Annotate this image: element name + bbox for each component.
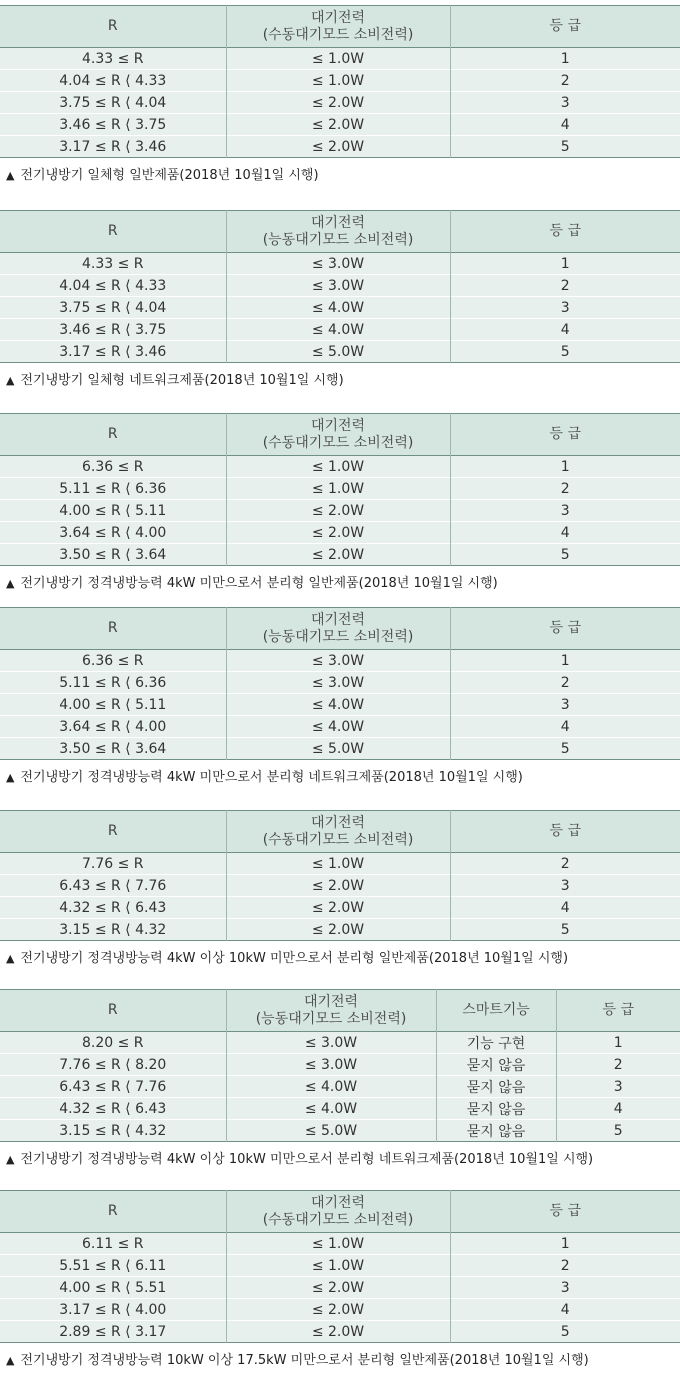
table-row [0, 694, 680, 716]
column-header: 대기전력 (능동대기모드 소비전력) [226, 608, 450, 650]
table-cell: 4.04 ≤ R ⟨ 4.33 [0, 275, 226, 297]
grade-table [0, 5, 680, 158]
table-cell: 3 [450, 297, 680, 319]
table-cell: 4 [450, 114, 680, 136]
table-cell: ≤ 4.0W [226, 319, 450, 341]
table-row [0, 1098, 680, 1120]
table-cell: ≤ 2.0W [226, 919, 450, 941]
table-cell: ≤ 3.0W [226, 1032, 436, 1054]
table-cell: 3.50 ≤ R ⟨ 3.64 [0, 738, 226, 760]
table-cell: 7.76 ≤ R ⟨ 8.20 [0, 1054, 226, 1076]
caption-text: 전기냉방기 일체형 일반제품(2018년 10월1일 시행) [20, 168, 319, 183]
table-row [0, 319, 680, 341]
table-cell: ≤ 4.0W [226, 694, 450, 716]
column-header: 등 급 [450, 608, 680, 650]
column-header: 등 급 [450, 6, 680, 48]
table-row [0, 114, 680, 136]
table-header-row [0, 414, 680, 456]
table-cell: 6.36 ≤ R [0, 456, 226, 478]
table-cell: ≤ 5.0W [226, 1120, 436, 1142]
table-row [0, 522, 680, 544]
grade-table [0, 989, 680, 1142]
table-header-row [0, 6, 680, 48]
table-cell: 묻지 않음 [436, 1120, 556, 1142]
table-row [0, 1255, 680, 1277]
table-cell: 5 [556, 1120, 680, 1142]
column-header: 등 급 [556, 990, 680, 1032]
table-cell: ≤ 1.0W [226, 1233, 450, 1255]
grade-table [0, 413, 680, 566]
table-cell: 2 [450, 70, 680, 92]
table-cell: 3.46 ≤ R ⟨ 3.75 [0, 319, 226, 341]
column-header: 등 급 [450, 1191, 680, 1233]
table-cell: 4.00 ≤ R ⟨ 5.11 [0, 694, 226, 716]
column-header: R [0, 1191, 226, 1233]
column-header: R [0, 414, 226, 456]
column-header: 대기전력 (수동대기모드 소비전력) [226, 6, 450, 48]
column-header: 스마트기능 [436, 990, 556, 1032]
table-cell: 2 [450, 672, 680, 694]
table-cell: 4 [556, 1098, 680, 1120]
table-cell: ≤ 3.0W [226, 253, 450, 275]
grade-table [0, 210, 680, 363]
table-cell: ≤ 2.0W [226, 114, 450, 136]
column-header: 대기전력 (능동대기모드 소비전력) [226, 990, 436, 1032]
triangle-up-icon: ▲ [6, 952, 15, 965]
table-cell: 3.50 ≤ R ⟨ 3.64 [0, 544, 226, 566]
table-row [0, 48, 680, 70]
table-cell: 3.15 ≤ R ⟨ 4.32 [0, 919, 226, 941]
table-cell: 4.04 ≤ R ⟨ 4.33 [0, 70, 226, 92]
table-cell: 1 [450, 1233, 680, 1255]
table-cell: ≤ 5.0W [226, 738, 450, 760]
column-header: 등 급 [450, 414, 680, 456]
table-row [0, 919, 680, 941]
table-caption [0, 1151, 680, 1169]
table-caption [0, 167, 680, 185]
table-row [0, 544, 680, 566]
triangle-up-icon: ▲ [6, 1354, 15, 1367]
table-cell: 4 [450, 319, 680, 341]
table-cell: 3.75 ≤ R ⟨ 4.04 [0, 297, 226, 319]
table-cell: 3.17 ≤ R ⟨ 3.46 [0, 136, 226, 158]
triangle-up-icon: ▲ [6, 169, 15, 182]
table-cell: ≤ 2.0W [226, 897, 450, 919]
column-header: 대기전력 (수동대기모드 소비전력) [226, 414, 450, 456]
column-header: 대기전력 (능동대기모드 소비전력) [226, 211, 450, 253]
table-caption [0, 372, 680, 390]
table-cell: ≤ 3.0W [226, 672, 450, 694]
table-cell: 3 [450, 500, 680, 522]
grade-table [0, 1190, 680, 1343]
table-cell: 3.17 ≤ R ⟨ 4.00 [0, 1299, 226, 1321]
triangle-up-icon: ▲ [6, 1153, 15, 1166]
table-cell: 4 [450, 716, 680, 738]
table-cell: 5 [450, 136, 680, 158]
table-cell: 1 [450, 253, 680, 275]
grade-table-block [0, 810, 680, 968]
grade-table-block [0, 989, 680, 1169]
table-cell: 2 [450, 1255, 680, 1277]
table-cell: ≤ 1.0W [226, 1255, 450, 1277]
grade-table-block [0, 210, 680, 390]
table-row [0, 1277, 680, 1299]
table-cell: ≤ 1.0W [226, 456, 450, 478]
table-cell: 3 [450, 694, 680, 716]
table-row [0, 672, 680, 694]
table-cell: 2 [450, 478, 680, 500]
table-cell: ≤ 1.0W [226, 478, 450, 500]
table-cell: 4 [450, 1299, 680, 1321]
grade-table-block [0, 413, 680, 593]
table-cell: 묻지 않음 [436, 1098, 556, 1120]
table-row [0, 456, 680, 478]
table-cell: ≤ 5.0W [226, 341, 450, 363]
table-header-row [0, 211, 680, 253]
table-row [0, 92, 680, 114]
table-cell: ≤ 1.0W [226, 48, 450, 70]
table-cell: 묻지 않음 [436, 1076, 556, 1098]
table-caption [0, 950, 680, 968]
table-cell: 2.89 ≤ R ⟨ 3.17 [0, 1321, 226, 1343]
table-cell: 5 [450, 341, 680, 363]
table-cell: 3.64 ≤ R ⟨ 4.00 [0, 522, 226, 544]
table-cell: ≤ 3.0W [226, 650, 450, 672]
table-cell: 5 [450, 738, 680, 760]
table-row [0, 1299, 680, 1321]
column-header: 등 급 [450, 211, 680, 253]
table-header-row [0, 811, 680, 853]
table-cell: ≤ 1.0W [226, 853, 450, 875]
table-cell: ≤ 2.0W [226, 544, 450, 566]
table-cell: 4 [450, 522, 680, 544]
table-cell: 6.11 ≤ R [0, 1233, 226, 1255]
grade-table [0, 607, 680, 760]
caption-text: 전기냉방기 정격냉방능력 4kW 미만으로서 분리형 일반제품(2018년 10월1일 시행) [20, 576, 498, 591]
caption-text: 전기냉방기 정격냉방능력 4kW 이상 10kW 미만으로서 분리형 네트워크제품(2018년 10월1일 시행) [20, 1152, 594, 1167]
table-cell: 1 [450, 48, 680, 70]
table-cell: ≤ 3.0W [226, 1054, 436, 1076]
caption-text: 전기냉방기 정격냉방능력 4kW 이상 10kW 미만으로서 분리형 일반제품(2018년 10월1일 시행) [20, 951, 569, 966]
column-header: 대기전력 (수동대기모드 소비전력) [226, 1191, 450, 1233]
table-cell: 5.11 ≤ R ⟨ 6.36 [0, 478, 226, 500]
table-cell: ≤ 2.0W [226, 92, 450, 114]
table-caption [0, 575, 680, 593]
table-cell: 3 [450, 1277, 680, 1299]
table-cell: ≤ 4.0W [226, 297, 450, 319]
column-header: 등 급 [450, 811, 680, 853]
table-cell: ≤ 4.0W [226, 716, 450, 738]
table-cell: ≤ 2.0W [226, 522, 450, 544]
caption-text: 전기냉방기 일체형 네트워크제품(2018년 10월1일 시행) [20, 373, 344, 388]
table-cell: ≤ 2.0W [226, 500, 450, 522]
table-cell: 2 [450, 275, 680, 297]
table-cell: 6.36 ≤ R [0, 650, 226, 672]
column-header: 대기전력 (수동대기모드 소비전력) [226, 811, 450, 853]
table-cell: 8.20 ≤ R [0, 1032, 226, 1054]
table-header-row [0, 990, 680, 1032]
table-cell: 3 [556, 1076, 680, 1098]
table-row [0, 297, 680, 319]
column-header: R [0, 990, 226, 1032]
table-row [0, 500, 680, 522]
table-cell: 6.43 ≤ R ⟨ 7.76 [0, 875, 226, 897]
table-cell: 3.17 ≤ R ⟨ 3.46 [0, 341, 226, 363]
caption-text: 전기냉방기 정격냉방능력 4kW 미만으로서 분리형 네트워크제품(2018년 10월1일 시행) [20, 770, 523, 785]
table-cell: ≤ 2.0W [226, 1299, 450, 1321]
table-cell: 4.33 ≤ R [0, 253, 226, 275]
table-row [0, 897, 680, 919]
table-cell: 5 [450, 544, 680, 566]
table-cell: 2 [450, 853, 680, 875]
grade-table-block [0, 5, 680, 185]
grade-table-block [0, 1190, 680, 1370]
table-caption [0, 769, 680, 787]
table-row [0, 1076, 680, 1098]
column-header: R [0, 811, 226, 853]
table-cell: 4.32 ≤ R ⟨ 6.43 [0, 897, 226, 919]
table-cell: ≤ 3.0W [226, 275, 450, 297]
grade-table-block [0, 607, 680, 787]
table-row [0, 875, 680, 897]
table-cell: 5.11 ≤ R ⟨ 6.36 [0, 672, 226, 694]
table-row [0, 738, 680, 760]
table-cell: ≤ 2.0W [226, 1321, 450, 1343]
table-cell: 7.76 ≤ R [0, 853, 226, 875]
triangle-up-icon: ▲ [6, 577, 15, 590]
table-row [0, 136, 680, 158]
table-cell: 5 [450, 1321, 680, 1343]
table-cell: 기능 구현 [436, 1032, 556, 1054]
table-cell: 1 [556, 1032, 680, 1054]
table-cell: 4.32 ≤ R ⟨ 6.43 [0, 1098, 226, 1120]
table-cell: 6.43 ≤ R ⟨ 7.76 [0, 1076, 226, 1098]
table-cell: 3 [450, 875, 680, 897]
table-row [0, 1032, 680, 1054]
table-header-row [0, 608, 680, 650]
table-cell: 5.51 ≤ R ⟨ 6.11 [0, 1255, 226, 1277]
table-row [0, 478, 680, 500]
table-cell: 1 [450, 456, 680, 478]
table-row [0, 275, 680, 297]
table-row [0, 1054, 680, 1076]
table-cell: 4.00 ≤ R ⟨ 5.11 [0, 500, 226, 522]
table-row [0, 1233, 680, 1255]
table-header-row [0, 1191, 680, 1233]
grade-table [0, 810, 680, 941]
table-cell: ≤ 2.0W [226, 875, 450, 897]
column-header: R [0, 6, 226, 48]
table-cell: 3.46 ≤ R ⟨ 3.75 [0, 114, 226, 136]
table-caption [0, 1352, 680, 1370]
table-row [0, 716, 680, 738]
table-cell: 3.15 ≤ R ⟨ 4.32 [0, 1120, 226, 1142]
triangle-up-icon: ▲ [6, 771, 15, 784]
table-cell: ≤ 2.0W [226, 136, 450, 158]
table-row [0, 1120, 680, 1142]
table-row [0, 70, 680, 92]
table-cell: ≤ 4.0W [226, 1076, 436, 1098]
table-row [0, 253, 680, 275]
table-row [0, 341, 680, 363]
table-cell: 3.64 ≤ R ⟨ 4.00 [0, 716, 226, 738]
table-cell: 2 [556, 1054, 680, 1076]
table-cell: 3.75 ≤ R ⟨ 4.04 [0, 92, 226, 114]
column-header: R [0, 608, 226, 650]
table-cell: ≤ 1.0W [226, 70, 450, 92]
table-cell: 1 [450, 650, 680, 672]
table-cell: 5 [450, 919, 680, 941]
table-row [0, 650, 680, 672]
table-cell: 4.00 ≤ R ⟨ 5.51 [0, 1277, 226, 1299]
triangle-up-icon: ▲ [6, 374, 15, 387]
table-cell: 3 [450, 92, 680, 114]
caption-text: 전기냉방기 정격냉방능력 10kW 이상 17.5kW 미만으로서 분리형 일반제품(2018년 10월1일 시행) [20, 1353, 589, 1368]
column-header: R [0, 211, 226, 253]
table-cell: ≤ 2.0W [226, 1277, 450, 1299]
table-cell: 4.33 ≤ R [0, 48, 226, 70]
table-cell: 묻지 않음 [436, 1054, 556, 1076]
table-cell: ≤ 4.0W [226, 1098, 436, 1120]
table-row [0, 853, 680, 875]
table-row [0, 1321, 680, 1343]
table-cell: 4 [450, 897, 680, 919]
